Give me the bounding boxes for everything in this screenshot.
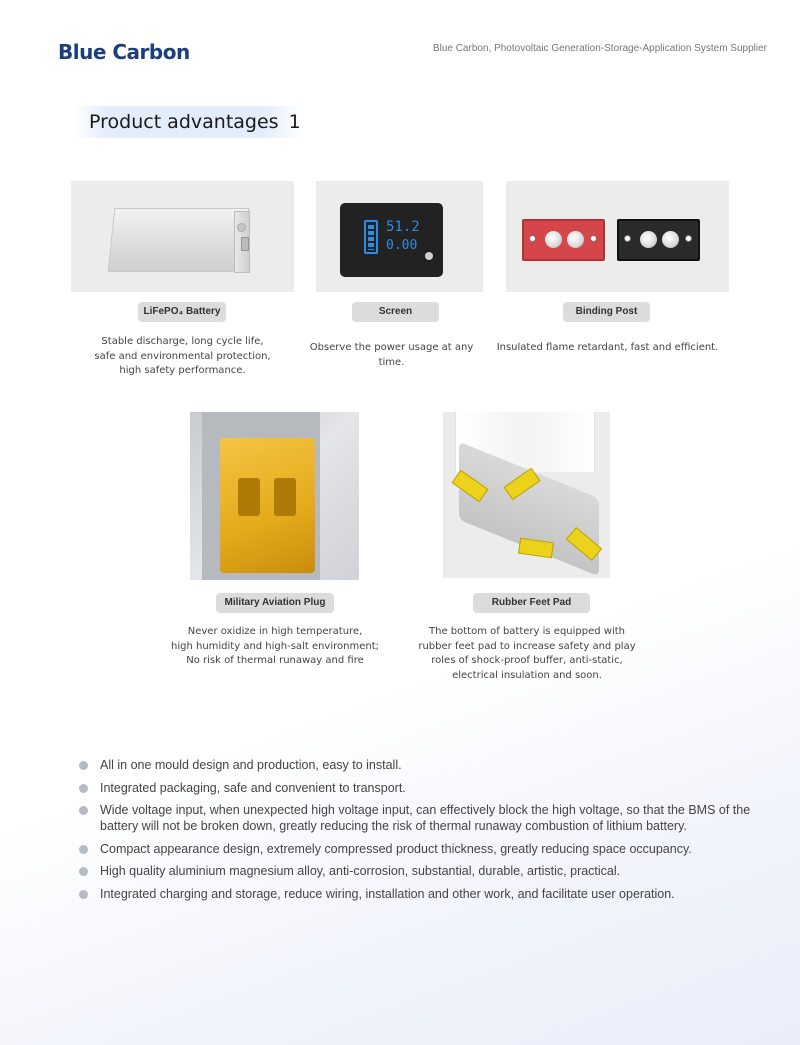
product-description-battery: Stable discharge, long cycle life, safe and environmental protection, high safety performance. [94,336,271,376]
feature-text: Integrated packaging, safe and convenient to transport. [100,780,406,795]
section-title-text: Product advantages [89,111,279,133]
feature-text: All in one mould design and production, easy to install. [100,758,402,772]
product-label-rubber-feet-pad: Rubber Feet Pad [473,593,590,613]
rubber-foot-icon [518,538,554,559]
red-binding-post [522,219,605,261]
product-description-binding-post: Insulated flame retardant, fast and efficient. [496,342,719,353]
section-title [74,106,304,138]
lcd-button-icon [425,252,433,260]
rubber-feet-pad-photo [443,412,610,578]
product-label-screen: Screen [352,302,439,322]
bullet-icon [79,784,88,793]
feature-list [78,757,758,908]
list-item [78,757,758,773]
list-item [78,886,758,902]
battery-body [108,208,250,272]
company-tagline: Blue Carbon, Photovoltaic Generation-Storage-Application System Supplier [432,43,767,54]
mount-hole-icon [685,235,692,242]
battery-switch-icon [237,223,246,232]
screw-icon [662,231,679,248]
plug-pin-icon [274,478,296,516]
list-item [78,863,758,879]
product-label-binding-post: Binding Post [563,302,650,322]
mount-hole-icon [529,235,536,242]
black-binding-post [617,219,700,261]
list-item [78,841,758,857]
bullet-icon [79,890,88,899]
section-number: 1 [288,111,301,133]
list-item [78,802,758,834]
plug-connector [220,438,315,573]
lcd-display [340,203,443,277]
feature-text: High quality aluminium magnesium alloy, anti-corrosion, substantial, durable, artistic, practical. [100,864,621,878]
battery-port-icon [241,237,249,251]
lcd-voltage: 51.2 [386,219,420,235]
product-description-screen: Observe the power usage at any time. [309,342,474,368]
aviation-plug-photo [190,412,359,580]
feature-text: Wide voltage input, when unexpected high voltage input, can effectively block the high voltage, so that the BMS of the battery will not be broken down, greatly reducing the risk of thermal runaway combustion of lithium battery. [100,803,751,833]
feature-text: Compact appearance design, extremely compressed product thickness, greatly reducing space occupancy. [100,841,692,856]
binding-post-photo [506,181,729,292]
mount-hole-icon [624,235,631,242]
mount-hole-icon [590,235,597,242]
bullet-icon [79,845,88,854]
bullet-icon [79,761,88,770]
bullet-icon [79,867,88,876]
battery-photo [71,181,294,292]
product-label-aviation-plug: Military Aviation Plug [216,593,334,613]
screw-icon [567,231,584,248]
screw-icon [545,231,562,248]
feature-text: Integrated charging and storage, reduce wiring, installation and other work, and facilitate user operation. [100,886,675,901]
plug-pin-icon [238,478,260,516]
lcd-current: 0.00 [386,238,418,253]
screw-icon [640,231,657,248]
screen-photo [316,181,483,292]
list-item [78,780,758,796]
product-description-aviation-plug: Never oxidize in high temperature, high humidity and high-salt environment; No risk of thermal runaway and fire [171,626,379,666]
product-description-rubber-feet-pad: The bottom of battery is equipped with rubber feet pad to increase safety and play roles of shock-proof buffer, anti-static, electrical insulation and soon. [418,626,636,681]
battery-level-icon [364,220,378,254]
product-label-battery: LiFePO₄ Battery [138,302,226,322]
brand-logo: Blue Carbon [58,40,190,64]
bullet-icon [79,806,88,815]
